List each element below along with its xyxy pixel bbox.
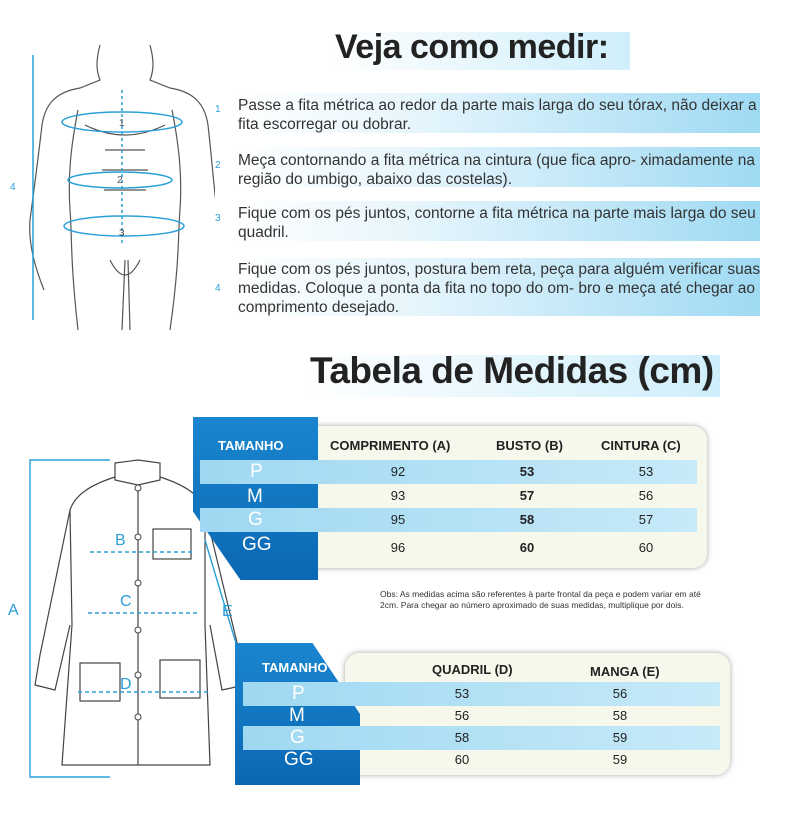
table1-col-comprimento: COMPRIMENTO (A) (330, 438, 451, 453)
table1-cell: 58 (519, 512, 535, 527)
table1-size-g: G (248, 509, 263, 530)
table1-col-cintura: CINTURA (C) (601, 438, 681, 453)
table2-cell: 53 (454, 686, 470, 701)
table1-cell: 95 (390, 512, 406, 527)
table1-cell: 57 (519, 488, 535, 503)
table1-cell: 53 (519, 464, 535, 479)
table1-size-p: P (250, 461, 263, 482)
table2-col-manga: MANGA (E) (590, 664, 660, 679)
table2-size-g: G (290, 727, 305, 748)
table2-cell: 56 (454, 708, 470, 723)
table1-size-header: TAMANHO (218, 438, 284, 453)
body-label-4: 4 (10, 182, 16, 193)
body-label-2: 2 (117, 175, 123, 186)
table2-size-p: P (292, 683, 305, 704)
table1-cell: 56 (638, 488, 654, 503)
coat-label-b: B (115, 532, 126, 549)
table1-cell: 92 (390, 464, 406, 479)
step-text-2: Meça contornando a fita métrica na cintura (que fica apro- ximadamente na região do umbigo, abaixo das costelas). (238, 152, 755, 188)
table2-cell: 60 (454, 752, 470, 767)
table1-col-busto: BUSTO (B) (496, 438, 563, 453)
table1-cell: 96 (390, 540, 406, 555)
table1-cell: 93 (390, 488, 406, 503)
table1-cell: 57 (638, 512, 654, 527)
step-text-1: Passe a fita métrica ao redor da parte mais larga do seu tórax, não deixar a fita escorregar ou dobrar. (238, 97, 757, 133)
table-title: Tabela de Medidas (cm) (310, 350, 714, 391)
coat-label-c: C (120, 593, 132, 610)
step-text-3: Fique com os pés juntos, contorne a fita métrica na parte mais larga do seu quadril. (238, 205, 756, 241)
body-label-3: 3 (119, 228, 125, 239)
table-note: Obs: As medidas acima são referentes à parte frontal da peça e podem variar em até 2cm. Para chegar ao número aproximado de suas medidas, multiplique por dois. (380, 589, 701, 610)
table1-size-gg: GG (242, 534, 272, 555)
table2-col-quadril: QUADRIL (D) (432, 662, 513, 677)
coat-label-a: A (8, 602, 19, 619)
step-number-3: 3 (215, 213, 221, 224)
step-text-4: Fique com os pés juntos, postura bem reta, peça para alguém verificar suas medidas. Coloque a ponta da fita no topo do om- bro e meça até chegar ao comprimento desejado. (238, 261, 761, 316)
table2-cell: 56 (612, 686, 628, 701)
measure-title: Veja como medir: (335, 28, 609, 66)
table2-size-gg: GG (284, 749, 314, 770)
table2-cell: 58 (454, 730, 470, 745)
table1-size-m: M (247, 486, 263, 507)
table1-cell: 60 (638, 540, 654, 555)
table1-cell: 53 (638, 464, 654, 479)
table1-cell: 60 (519, 540, 535, 555)
body-label-1: 1 (119, 118, 125, 129)
table2-cell: 59 (612, 730, 628, 745)
table2-cell: 58 (612, 708, 628, 723)
table2-size-header: TAMANHO (262, 660, 328, 675)
table2-size-m: M (289, 705, 305, 726)
coat-label-d: D (120, 676, 132, 693)
step-number-1: 1 (215, 104, 221, 115)
table2-cell: 59 (612, 752, 628, 767)
coat-label-e: E (222, 603, 233, 620)
step-number-4: 4 (215, 283, 221, 294)
body-figure-illustration (0, 30, 215, 335)
step-number-2: 2 (215, 160, 221, 171)
table2-card (345, 653, 730, 775)
